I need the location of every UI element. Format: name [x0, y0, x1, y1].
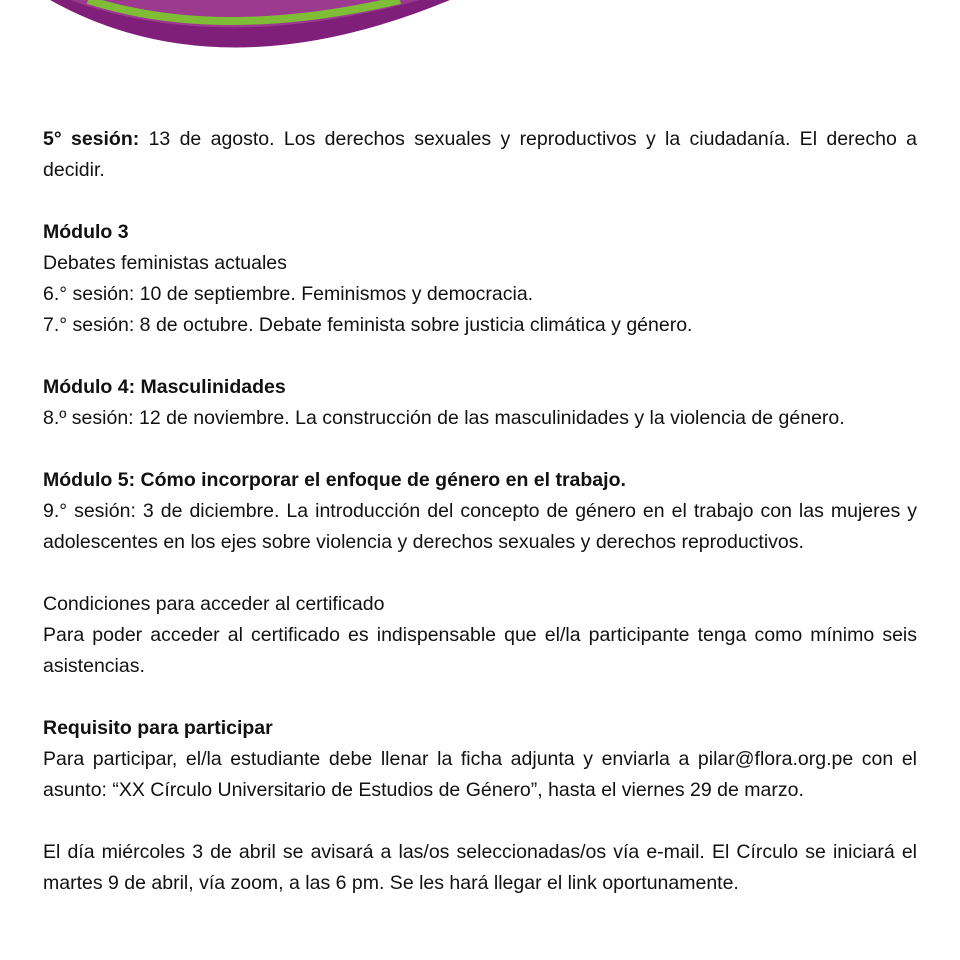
session-5-text: 13 de agosto. Los derechos sexuales y reproductivos y la ciudadanía. El derecho a decidir. — [43, 128, 917, 181]
session-6-line: 6.° sesión: 10 de septiembre. Feminismos y democracia. — [43, 283, 534, 305]
module-5-heading: Módulo 5: Cómo incorporar el enfoque de género en el trabajo. — [43, 469, 626, 491]
module-3-subtitle: Debates feministas actuales — [43, 252, 287, 274]
spacer — [43, 434, 917, 465]
module-4-heading: Módulo 4: Masculinidades — [43, 376, 286, 398]
module-3-heading: Módulo 3 — [43, 221, 129, 243]
session-5-paragraph — [43, 124, 917, 186]
spacer — [43, 682, 917, 713]
spacer — [43, 558, 917, 589]
decorative-swoosh-graphic — [0, 0, 960, 70]
document-body — [43, 124, 917, 899]
spacer — [43, 186, 917, 217]
certificate-heading: Condiciones para acceder al certificado — [43, 593, 385, 615]
certificate-paragraph: Para poder acceder al certificado es indispensable que el/la participante tenga como mínimo seis asistencias. — [43, 624, 917, 677]
session-5-label: 5° sesión: — [43, 128, 140, 150]
requirement-heading: Requisito para participar — [43, 717, 273, 739]
session-7-line: 7.° sesión: 8 de octubre. Debate feminista sobre justicia climática y género. — [43, 314, 693, 336]
requirement-paragraph — [43, 744, 917, 806]
requirement-text-start: Para participar, el/la estudiante debe llenar la ficha adjunta y enviarla a — [43, 748, 698, 770]
spacer — [43, 806, 917, 837]
spacer — [43, 341, 917, 372]
session-8-line: 8.º sesión: 12 de noviembre. La construcción de las masculinidades y la violencia de género. — [43, 407, 845, 429]
contact-email: pilar@flora.org.pe — [697, 748, 854, 770]
session-9-paragraph: 9.° sesión: 3 de diciembre. La introducción del concepto de género en el trabajo con las mujeres y adolescentes en los ejes sobre violencia y derechos sexuales y derechos reproductivos. — [43, 500, 917, 553]
notice-paragraph: El día miércoles 3 de abril se avisará a las/os seleccionadas/os vía e-mail. El Círculo se iniciará el martes 9 de abril, vía zoom, a las 6 pm. Se les hará llegar el link oportunamente. — [43, 841, 917, 894]
requirement-text-end: con el asunto: “XX Círculo Universitario de Estudios de Género”, hasta el viernes 29 de marzo. — [43, 748, 918, 801]
